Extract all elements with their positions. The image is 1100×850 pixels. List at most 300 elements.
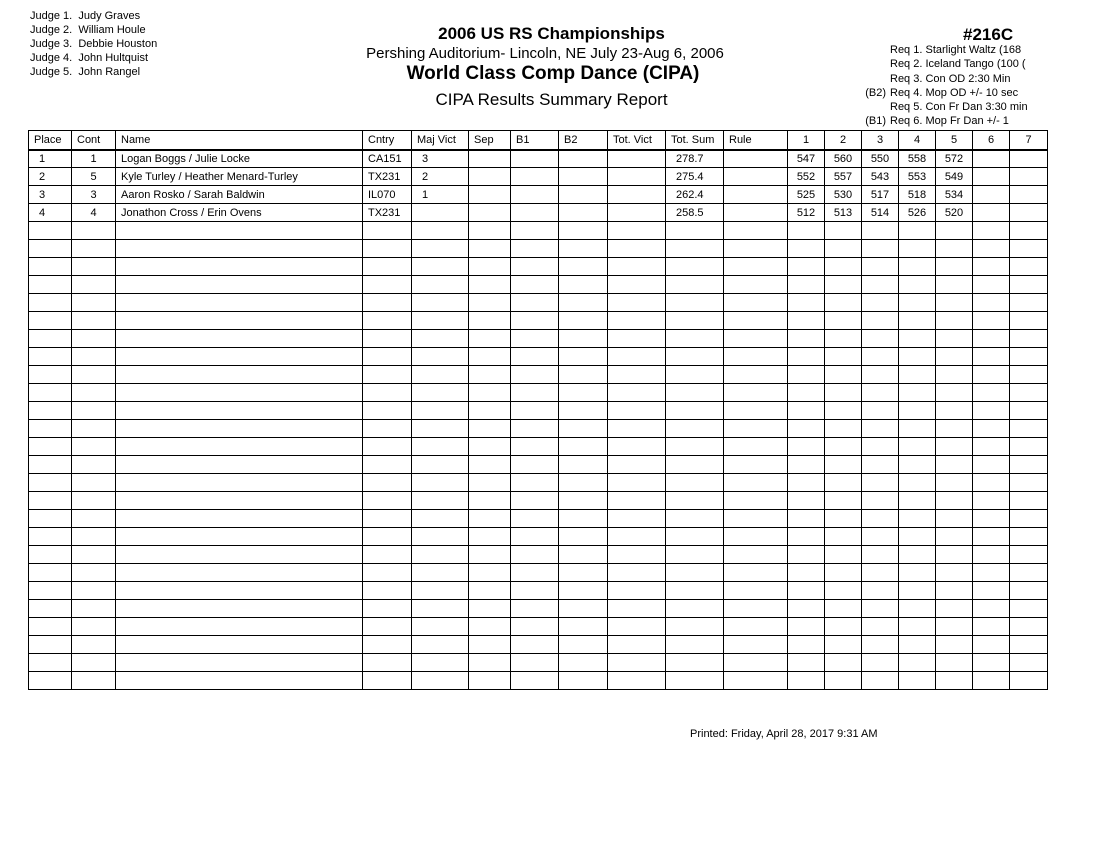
empty-cell [1010,528,1048,546]
empty-cell [825,474,862,492]
empty-table-row [29,366,1048,384]
empty-cell [862,348,899,366]
cell-j4: 553 [899,168,936,186]
empty-cell [469,510,511,528]
empty-table-row [29,240,1048,258]
empty-cell [788,654,825,672]
empty-cell [29,402,72,420]
empty-cell [116,240,363,258]
empty-cell [899,654,936,672]
empty-cell [72,456,116,474]
empty-cell [72,636,116,654]
empty-cell [559,546,608,564]
empty-cell [72,312,116,330]
empty-cell [29,240,72,258]
empty-cell [608,582,666,600]
empty-cell [412,456,469,474]
empty-cell [788,258,825,276]
empty-cell [724,276,788,294]
empty-cell [559,582,608,600]
empty-cell [511,222,559,240]
cell-sep [469,150,511,168]
empty-cell [469,492,511,510]
empty-cell [899,600,936,618]
judge-line: Judge 5. John Rangel [30,66,141,78]
empty-cell [788,672,825,690]
cell-j6 [973,168,1010,186]
empty-cell [899,276,936,294]
judge-line: Judge 1. Judy Graves [30,10,141,22]
empty-cell [469,294,511,312]
empty-table-row [29,600,1048,618]
cell-j7 [1010,204,1048,222]
empty-cell [116,348,363,366]
empty-cell [29,294,72,312]
cell-j5: 534 [936,186,973,204]
empty-cell [825,366,862,384]
cell-j6 [973,150,1010,168]
empty-cell [899,402,936,420]
empty-cell [825,672,862,690]
empty-cell [29,474,72,492]
empty-cell [559,492,608,510]
cell-cont: 3 [72,186,116,204]
col-sep: Sep [469,131,511,150]
cell-sep [469,186,511,204]
empty-cell [788,276,825,294]
empty-cell [608,474,666,492]
empty-cell [72,348,116,366]
requirement-line: (B1) Req 6. Mop Fr Dan +/- 1 [865,115,1009,128]
cell-j7 [1010,168,1048,186]
empty-cell [116,420,363,438]
printed-timestamp: Printed: Friday, April 28, 2017 9:31 AM [690,728,878,740]
requirement-line: Req 5. Con Fr Dan 3:30 min [890,101,1028,114]
empty-cell [788,582,825,600]
empty-cell [1010,294,1048,312]
empty-cell [608,420,666,438]
empty-cell [511,312,559,330]
empty-cell [666,546,724,564]
empty-cell [936,384,973,402]
empty-table-row [29,348,1048,366]
empty-cell [559,222,608,240]
empty-cell [29,312,72,330]
empty-table-row [29,438,1048,456]
empty-cell [1010,618,1048,636]
empty-cell [1010,492,1048,510]
cell-j7 [1010,186,1048,204]
empty-cell [116,546,363,564]
empty-cell [899,528,936,546]
empty-cell [511,276,559,294]
empty-cell [1010,222,1048,240]
empty-cell [862,672,899,690]
empty-cell [724,582,788,600]
empty-cell [825,600,862,618]
empty-cell [788,438,825,456]
empty-cell [29,510,72,528]
empty-cell [412,348,469,366]
empty-cell [899,636,936,654]
empty-cell [116,528,363,546]
empty-cell [469,276,511,294]
empty-cell [1010,348,1048,366]
empty-cell [469,474,511,492]
cell-name: Kyle Turley / Heather Menard-Turley [116,168,363,186]
table-body [29,150,1048,690]
empty-cell [724,654,788,672]
empty-cell [412,420,469,438]
empty-cell [788,222,825,240]
empty-cell [72,654,116,672]
empty-cell [116,222,363,240]
empty-cell [511,672,559,690]
cell-j6 [973,186,1010,204]
empty-cell [825,384,862,402]
empty-cell [29,528,72,546]
empty-cell [973,528,1010,546]
empty-cell [973,438,1010,456]
empty-cell [1010,672,1048,690]
empty-cell [608,564,666,582]
empty-cell [72,600,116,618]
empty-cell [1010,366,1048,384]
empty-cell [72,474,116,492]
empty-cell [788,366,825,384]
empty-cell [936,456,973,474]
table-row [29,168,1048,186]
empty-cell [559,456,608,474]
empty-cell [72,564,116,582]
empty-cell [825,492,862,510]
empty-cell [666,402,724,420]
empty-cell [72,582,116,600]
empty-cell [363,420,412,438]
col-tot-vict: Tot. Vict [608,131,666,150]
cell-b1 [511,150,559,168]
empty-cell [608,528,666,546]
col-judge-7: 7 [1010,131,1048,150]
empty-cell [666,582,724,600]
empty-cell [724,348,788,366]
empty-cell [412,564,469,582]
empty-cell [862,438,899,456]
empty-cell [825,438,862,456]
empty-cell [116,636,363,654]
empty-cell [608,618,666,636]
empty-cell [862,366,899,384]
empty-cell [724,420,788,438]
empty-cell [724,384,788,402]
empty-cell [608,546,666,564]
empty-cell [29,222,72,240]
empty-cell [825,618,862,636]
empty-cell [899,366,936,384]
empty-cell [666,330,724,348]
requirement-line: (B2) Req 4. Mop OD +/- 10 sec [865,86,1019,99]
empty-cell [559,366,608,384]
empty-cell [469,636,511,654]
empty-cell [973,294,1010,312]
empty-cell [363,528,412,546]
empty-cell [973,510,1010,528]
empty-cell [666,510,724,528]
empty-cell [862,618,899,636]
cell-j2: 513 [825,204,862,222]
empty-cell [116,510,363,528]
empty-cell [788,312,825,330]
empty-cell [511,366,559,384]
empty-cell [72,258,116,276]
empty-table-row [29,654,1048,672]
empty-cell [559,384,608,402]
empty-cell [825,312,862,330]
report-title: CIPA Results Summary Report [435,90,668,109]
empty-cell [116,366,363,384]
requirements-list [858,43,1028,129]
empty-cell [973,654,1010,672]
empty-cell [1010,276,1048,294]
empty-cell [788,492,825,510]
empty-cell [724,492,788,510]
empty-cell [788,546,825,564]
empty-cell [511,330,559,348]
empty-cell [469,582,511,600]
empty-cell [116,402,363,420]
empty-cell [724,600,788,618]
empty-cell [469,348,511,366]
empty-table-row [29,276,1048,294]
empty-cell [724,366,788,384]
empty-cell [511,492,559,510]
empty-cell [973,402,1010,420]
empty-cell [973,312,1010,330]
empty-cell [936,258,973,276]
empty-cell [469,420,511,438]
empty-cell [29,384,72,402]
empty-cell [363,582,412,600]
empty-cell [936,222,973,240]
empty-cell [825,294,862,312]
empty-cell [1010,330,1048,348]
empty-cell [363,384,412,402]
empty-cell [363,564,412,582]
empty-cell [1010,258,1048,276]
results-table [28,130,1048,690]
empty-cell [559,528,608,546]
empty-cell [862,312,899,330]
empty-cell [116,258,363,276]
cell-tot-sum: 262.4 [666,186,724,204]
empty-cell [469,402,511,420]
empty-cell [608,492,666,510]
empty-cell [899,438,936,456]
venue-line: Pershing Auditorium- Lincoln, NE July 23-Aug 6, 2006 [366,45,724,62]
empty-cell [608,276,666,294]
empty-cell [469,564,511,582]
empty-cell [936,348,973,366]
empty-cell [363,456,412,474]
empty-cell [862,492,899,510]
cell-tot-vict [608,168,666,186]
empty-cell [72,366,116,384]
table-row [29,186,1048,204]
empty-cell [936,312,973,330]
cell-cont: 5 [72,168,116,186]
empty-cell [936,654,973,672]
empty-cell [469,384,511,402]
empty-cell [116,312,363,330]
empty-cell [666,438,724,456]
empty-cell [899,312,936,330]
empty-cell [412,366,469,384]
empty-cell [1010,438,1048,456]
empty-cell [511,600,559,618]
empty-cell [511,618,559,636]
empty-cell [72,222,116,240]
empty-cell [608,348,666,366]
empty-cell [788,294,825,312]
empty-cell [559,618,608,636]
empty-cell [825,330,862,348]
empty-cell [559,276,608,294]
empty-cell [511,438,559,456]
empty-cell [29,276,72,294]
cell-tot-sum: 275.4 [666,168,724,186]
table-row [29,150,1048,168]
cell-maj-vict [412,204,469,222]
empty-cell [724,672,788,690]
empty-cell [724,528,788,546]
empty-table-row [29,330,1048,348]
col-judge-6: 6 [973,131,1010,150]
empty-cell [116,330,363,348]
empty-cell [899,258,936,276]
cell-maj-vict: 2 [412,168,469,186]
empty-cell [862,456,899,474]
col-judge-2: 2 [825,131,862,150]
empty-cell [608,654,666,672]
empty-cell [469,456,511,474]
empty-cell [1010,546,1048,564]
cell-name: Logan Boggs / Julie Locke [116,150,363,168]
empty-cell [559,474,608,492]
empty-cell [899,672,936,690]
empty-table-row [29,618,1048,636]
empty-cell [666,672,724,690]
empty-cell [72,546,116,564]
empty-cell [936,240,973,258]
empty-cell [1010,564,1048,582]
empty-cell [511,546,559,564]
empty-cell [412,582,469,600]
empty-cell [469,330,511,348]
empty-cell [899,240,936,258]
cell-j3: 514 [862,204,899,222]
empty-cell [72,672,116,690]
empty-cell [862,510,899,528]
empty-cell [116,294,363,312]
empty-cell [469,222,511,240]
empty-cell [862,240,899,258]
empty-cell [511,348,559,366]
cell-tot-vict [608,186,666,204]
empty-cell [469,528,511,546]
empty-table-row [29,474,1048,492]
empty-cell [29,492,72,510]
event-number: #216C [963,25,1014,44]
empty-cell [973,636,1010,654]
cell-maj-vict: 3 [412,150,469,168]
empty-cell [116,618,363,636]
empty-cell [973,330,1010,348]
empty-cell [608,240,666,258]
empty-cell [724,294,788,312]
empty-cell [973,366,1010,384]
empty-cell [899,384,936,402]
empty-cell [724,546,788,564]
empty-cell [666,294,724,312]
empty-cell [363,366,412,384]
empty-cell [469,600,511,618]
cell-place: 1 [29,150,72,168]
judge-name: John Rangel [78,66,141,78]
empty-cell [469,258,511,276]
empty-cell [72,528,116,546]
cell-name: Aaron Rosko / Sarah Baldwin [116,186,363,204]
empty-cell [559,654,608,672]
empty-cell [412,510,469,528]
empty-cell [862,546,899,564]
empty-cell [116,582,363,600]
empty-cell [511,528,559,546]
empty-table-row [29,492,1048,510]
empty-cell [116,492,363,510]
cell-b1 [511,186,559,204]
empty-cell [412,474,469,492]
requirement-line: Req 2. Iceland Tango (100 ( [890,58,1026,71]
col-tot-sum: Tot. Sum [666,131,724,150]
empty-cell [29,258,72,276]
empty-table-row [29,384,1048,402]
empty-cell [862,636,899,654]
empty-cell [412,384,469,402]
empty-cell [1010,384,1048,402]
empty-cell [363,330,412,348]
empty-cell [412,222,469,240]
empty-cell [973,420,1010,438]
empty-cell [724,222,788,240]
empty-cell [363,294,412,312]
empty-cell [973,564,1010,582]
cell-j4: 518 [899,186,936,204]
empty-cell [511,654,559,672]
empty-cell [363,654,412,672]
empty-cell [559,294,608,312]
empty-table-row [29,510,1048,528]
empty-cell [724,312,788,330]
empty-cell [825,582,862,600]
empty-cell [899,474,936,492]
empty-cell [1010,636,1048,654]
empty-cell [72,510,116,528]
empty-cell [363,492,412,510]
empty-cell [29,564,72,582]
empty-cell [363,222,412,240]
empty-cell [469,312,511,330]
empty-cell [608,402,666,420]
